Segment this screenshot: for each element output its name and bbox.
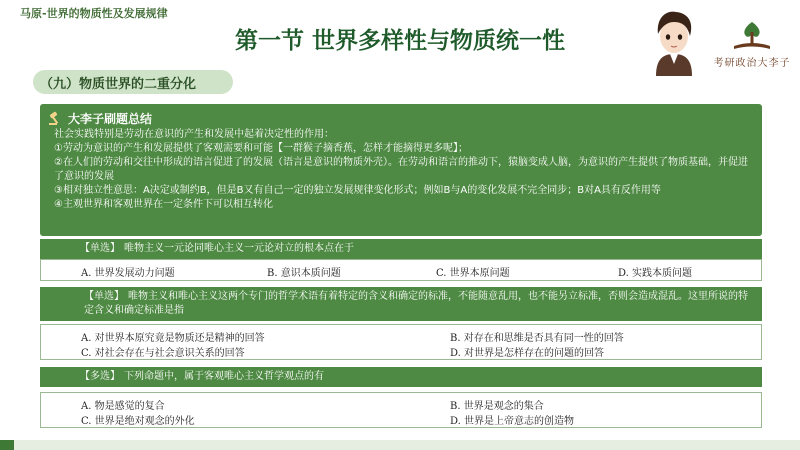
tree-icon xyxy=(712,18,792,54)
question-type-tag: 【单选】 xyxy=(84,291,124,302)
footer-strip xyxy=(0,440,800,450)
question-3-options xyxy=(40,392,762,428)
question-1-options xyxy=(40,259,762,281)
question-2-options xyxy=(40,324,762,360)
option-a[interactable]: A. 对世界本原究竟是物质还是精神的回答 xyxy=(81,333,265,344)
option-a[interactable]: A. 物是感觉的复合 xyxy=(81,401,165,412)
option-c[interactable]: C. 世界本原问题 xyxy=(436,268,510,279)
page-title: 第一节 世界多样性与物质统一性 xyxy=(234,27,565,54)
footer-accent xyxy=(0,440,14,450)
question-text: 唯物主义和唯心主义这两个专门的哲学术语有着特定的含义和确定的标准，不能随意乱用，也不能另立标准，否则会造成混乱。这里所说的特定含义和确定标准是指 xyxy=(84,291,748,316)
summary-line: ③相对独立性意思：A决定或制约B，但是B又有自己一定的独立发展规律变化形式；例如B与A的变化发展不完全同步；B对A具有反作用等 xyxy=(54,185,661,196)
option-d[interactable]: D. 实践本质问题 xyxy=(618,268,693,279)
option-a[interactable]: A. 世界发展动力问题 xyxy=(81,268,175,279)
question-type-tag: 【单选】 xyxy=(80,243,120,254)
summary-line: ④主观世界和客观世界在一定条件下可以相互转化 xyxy=(54,199,273,210)
option-d[interactable]: D. 对世界是怎样存在的问题的回答 xyxy=(450,348,605,359)
option-c[interactable]: C. 对社会存在与社会意识关系的回答 xyxy=(81,348,245,359)
option-d[interactable]: D. 世界是上帝意志的创造物 xyxy=(450,416,575,427)
option-b[interactable]: B. 对存在和思维是否具有同一性的回答 xyxy=(450,333,624,344)
option-b[interactable]: B. 意识本质问题 xyxy=(267,268,341,279)
gavel-icon xyxy=(48,111,62,125)
summary-title: 大李子刷题总结 xyxy=(68,111,153,126)
summary-line: ②在人们的劳动和交往中形成的语言促进了的发展（语言是意识的物质外壳）。在劳动和语言的推动下，猿脑变成人脑，为意识的产生提供了物质基础，并促进了意识的发展 xyxy=(54,157,748,182)
question-3-stem xyxy=(40,367,762,387)
summary-line: 社会实践特别是劳动在意识的产生和发展中起着决定性的作用： xyxy=(54,129,334,140)
avatar xyxy=(644,6,704,76)
question-text: 下列命题中，属于客观唯心主义哲学观点的有 xyxy=(124,371,324,382)
question-2-stem xyxy=(40,287,762,321)
slide-header xyxy=(0,0,800,74)
question-text: 唯物主义一元论同唯心主义一元论对立的根本点在于 xyxy=(124,243,354,254)
option-b[interactable]: B. 世界是观念的集合 xyxy=(450,401,544,412)
summary-box xyxy=(40,104,762,236)
summary-body xyxy=(54,128,756,212)
question-1-stem xyxy=(40,239,762,259)
summary-line: ①劳动为意识的产生和发展提供了客观需要和可能【一群猴子摘香蕉，怎样才能摘得更多呢】； xyxy=(54,143,468,154)
brand-logo xyxy=(712,18,792,70)
option-c[interactable]: C. 世界是绝对观念的外化 xyxy=(81,416,195,427)
logo-text: 考研政治大李子 xyxy=(713,58,791,69)
course-title: 马原-世界的物质性及发展规律 xyxy=(20,7,168,20)
summary-header xyxy=(48,109,152,127)
section-title: （九）物质世界的二重分化 xyxy=(40,77,197,92)
question-type-tag: 【多选】 xyxy=(80,371,120,382)
